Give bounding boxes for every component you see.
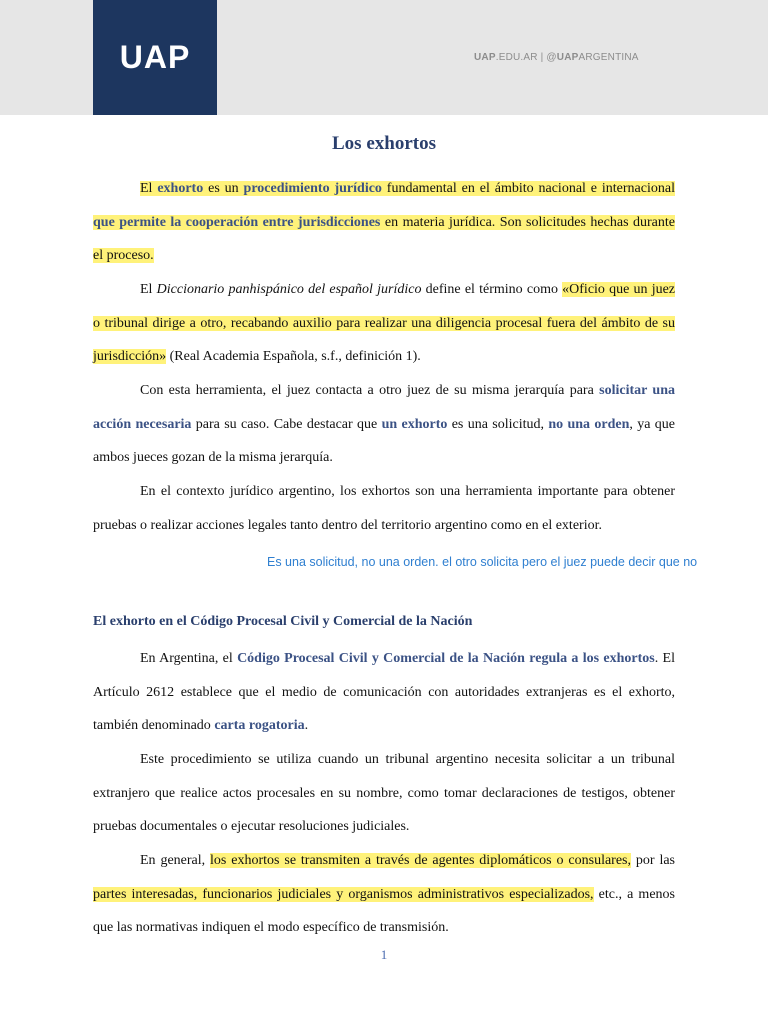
p3-g: , ya que ambos jueces gozan de la misma jerarquía. [93,416,676,465]
uap-logo [93,0,217,115]
paragraph-4: En el contexto jurídico argentino, los exhortos son una herramienta importante para obtener pruebas o realizar acciones legales tanto dentro del territorio argentino como en el exterior. [93,484,675,533]
p3-a: Con esta herramienta, el juez contacta a otro juez de su misma jerarquía para [140,383,600,398]
site-bold: UAP [474,52,496,63]
p3-e: es una solicitud, [447,416,549,432]
p5-kw-carta-rogatoria: carta rogatoria [214,718,305,733]
p3-kw-solicitar: solicitar una acción necesaria [93,383,676,432]
paragraph-2 [93,273,675,374]
p1-e: fundamental en el ámbito nacional e internacional [381,181,675,196]
p1-a: El [140,181,158,196]
p7-c: por las [631,853,675,868]
page-number: 1 [380,947,388,962]
handle-rest: ARGENTINA [578,52,639,63]
paragraph-5 [93,642,675,743]
paragraph-7 [93,844,675,945]
p5-c: . El Artículo 2612 establece que el medio de comunicación con autoridades extranjeras es el exhorto, también denominado [93,651,675,733]
p1-hl-a [93,181,675,263]
p1-c: es un [203,181,244,196]
p1-kw-exhorto: exhorto [157,181,204,196]
paragraph-1 [93,172,675,273]
p7-a: En general, [140,853,211,868]
p3-kw-exhorto: un exhorto [381,416,448,432]
document-title: Los exhortos [332,133,436,154]
header-site-links [474,52,639,63]
p5-kw-codigo: Código Procesal Civil y Comercial de la Nación regula a los exhortos [237,651,655,666]
p7-highlight-transmiten: los exhortos se transmiten a través de agentes diplomáticos o consulares, [210,853,631,868]
paragraph-3 [93,374,675,475]
p2-quote-highlight: «Oficio que un juez o tribunal dirige a otro, recabando auxilio para realizar una diligencia procesal fuera del ámbito de su jurisdicción» [93,282,676,364]
p1-g: en materia jurídica. Son solicitudes hechas durante el proceso. [93,214,675,263]
logo-text: UAP [119,39,191,75]
p2-e: (Real Academia Española, s.f., definición 1). [166,349,421,364]
site-rest: .EDU.AR | @ [495,52,557,63]
page-header [0,0,768,115]
paragraph-6: Este procedimiento se utiliza cuando un tribunal argentino necesita solicitar a un tribunal extranjero que realice actos procesales en su nombre, como tomar declaraciones de testigos, obtener pruebas documentales o ejecutar resoluciones judiciales. [93,752,675,834]
p5-a: En Argentina, el [140,651,238,666]
p2-a: El [140,282,157,297]
p1-kw-cooperacion: que permite la cooperación entre jurisdicciones [93,214,381,230]
p7-highlight-partes: partes interesadas, funcionarios judiciales y organismos administrativos especializados, [93,886,594,902]
p1-kw-procedimiento: procedimiento jurídico [243,181,382,196]
section-subtitle: El exhorto en el Código Procesal Civil y Comercial de la Nación [93,614,473,629]
handle-bold: UAP [556,52,579,63]
p7-e: etc., a menos que las normativas indiquen el modo específico de transmisión. [93,886,675,935]
p2-dictionary-title: Diccionario panhispánico del español jurídico [156,282,422,297]
margin-comment-note: Es una solicitud, no una orden. el otro solicita pero el juez puede decir que no [267,555,698,569]
p3-c: para su caso. Cabe destacar que [191,416,382,432]
p2-c: define el término como [421,282,563,297]
p5-e: . [304,718,309,733]
p3-kw-no-orden: no una orden [548,416,630,432]
